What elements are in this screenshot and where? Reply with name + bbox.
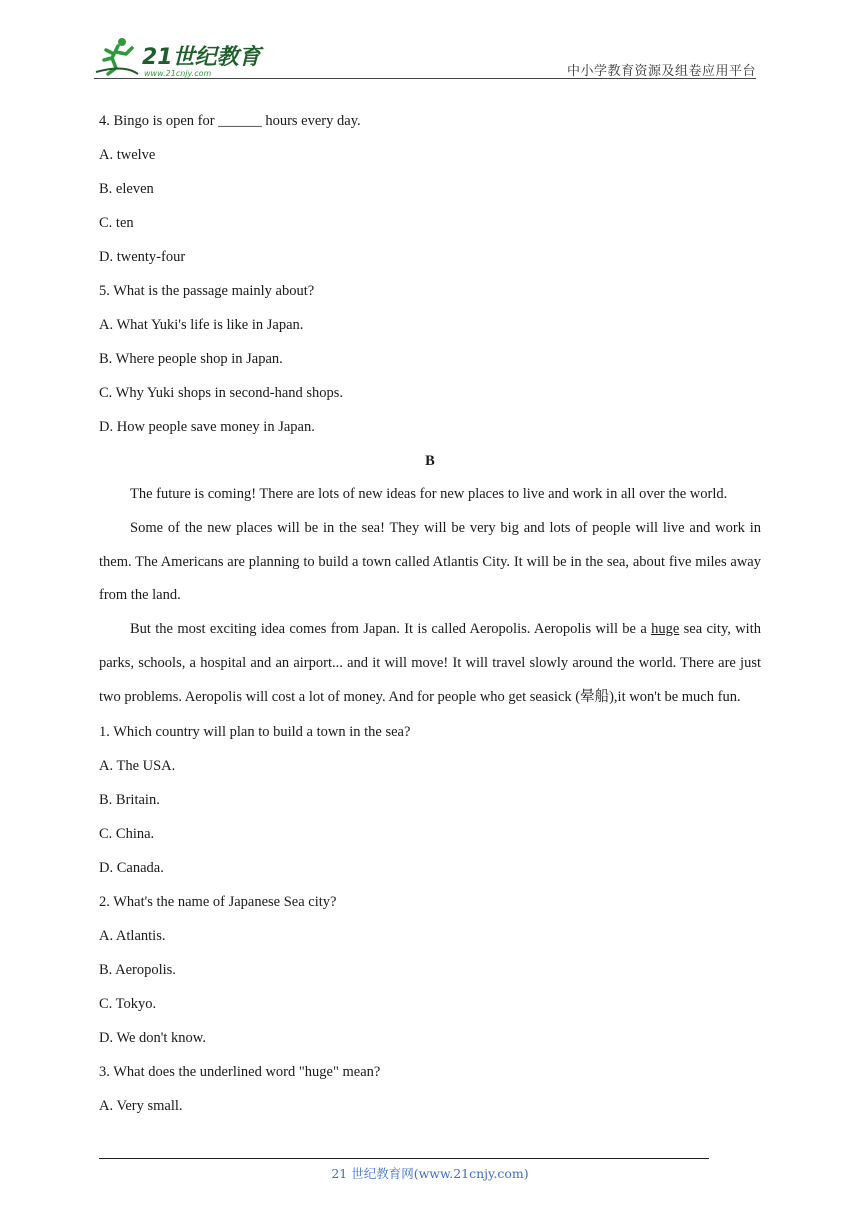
section-heading: B — [425, 453, 435, 469]
q5-option-b: B. Where people shop in Japan. — [99, 351, 283, 367]
q4-option-a: A. twelve — [99, 147, 156, 163]
page-header — [94, 30, 756, 78]
logo-wordmark: 21世纪教育 — [142, 45, 261, 70]
paragraph-3-text-after: sea city, with parks, schools, a hospital and an airport... and it will move! It will travel slowly around the world. There are just two problems. Aeropolis will cost a lot of money. And for people who get seasick (晕船),it won't be much fun. — [99, 621, 761, 705]
passage-paragraph-1: The future is coming! There are lots of new ideas for new places to live and work in all over the world. — [130, 486, 728, 502]
paragraph-3-text-before: But the most exciting idea comes from Japan. It is called Aeropolis. Aeropolis will be a — [130, 621, 652, 638]
q4-option-c: C. ten — [99, 215, 134, 231]
question-3-stem: 3. What does the underlined word "huge" mean? — [99, 1063, 381, 1080]
q5-option-a: A. What Yuki's life is like in Japan. — [99, 317, 304, 333]
q5-option-c: C. Why Yuki shops in second-hand shops. — [99, 385, 344, 401]
q1-option-c: C. China. — [99, 825, 155, 842]
logo-url: www.21cnjy.com — [144, 69, 212, 78]
underlined-word: huge — [651, 621, 680, 638]
passage-paragraph-3 — [99, 613, 761, 714]
q4-option-d: D. twenty-four — [99, 249, 186, 265]
question-block-part1 — [99, 104, 761, 444]
q1-option-a: A. The USA. — [99, 757, 176, 774]
q1-option-d: D. Canada. — [99, 859, 164, 876]
platform-title: 中小学教育资源及组卷应用平台 — [566, 64, 756, 79]
footer-text[interactable]: 21 世纪教育网(www.21cnjy.com) — [331, 1166, 529, 1181]
q2-option-c: C. Tokyo. — [99, 995, 157, 1012]
header-divider — [94, 78, 756, 79]
q2-option-b: B. Aeropolis. — [99, 961, 176, 978]
question-5-stem: 5. What is the passage mainly about? — [99, 283, 315, 299]
passage-paragraph-2: Some of the new places will be in the sea! They will be very big and lots of people will live and work in them. The Americans are planning to build a town called Atlantis City. It will be in the sea, about five miles away from the land. — [99, 519, 761, 604]
footer-divider — [99, 1158, 709, 1159]
q1-option-b: B. Britain. — [99, 791, 160, 808]
question-2-stem: 2. What's the name of Japanese Sea city? — [99, 893, 337, 910]
document-body — [99, 104, 761, 1123]
question-block-part2 — [99, 715, 761, 1123]
q4-option-b: B. eleven — [99, 181, 154, 197]
q5-option-d: D. How people save money in Japan. — [99, 419, 315, 435]
q3-option-a: A. Very small. — [99, 1097, 183, 1114]
runner-logo-icon — [94, 34, 264, 78]
question-4-stem: 4. Bingo is open for ______ hours every day. — [99, 113, 361, 129]
q2-option-a: A. Atlantis. — [99, 927, 166, 944]
q2-option-d: D. We don't know. — [99, 1029, 206, 1046]
question-1-stem: 1. Which country will plan to build a town in the sea? — [99, 723, 411, 740]
site-logo — [94, 34, 264, 78]
